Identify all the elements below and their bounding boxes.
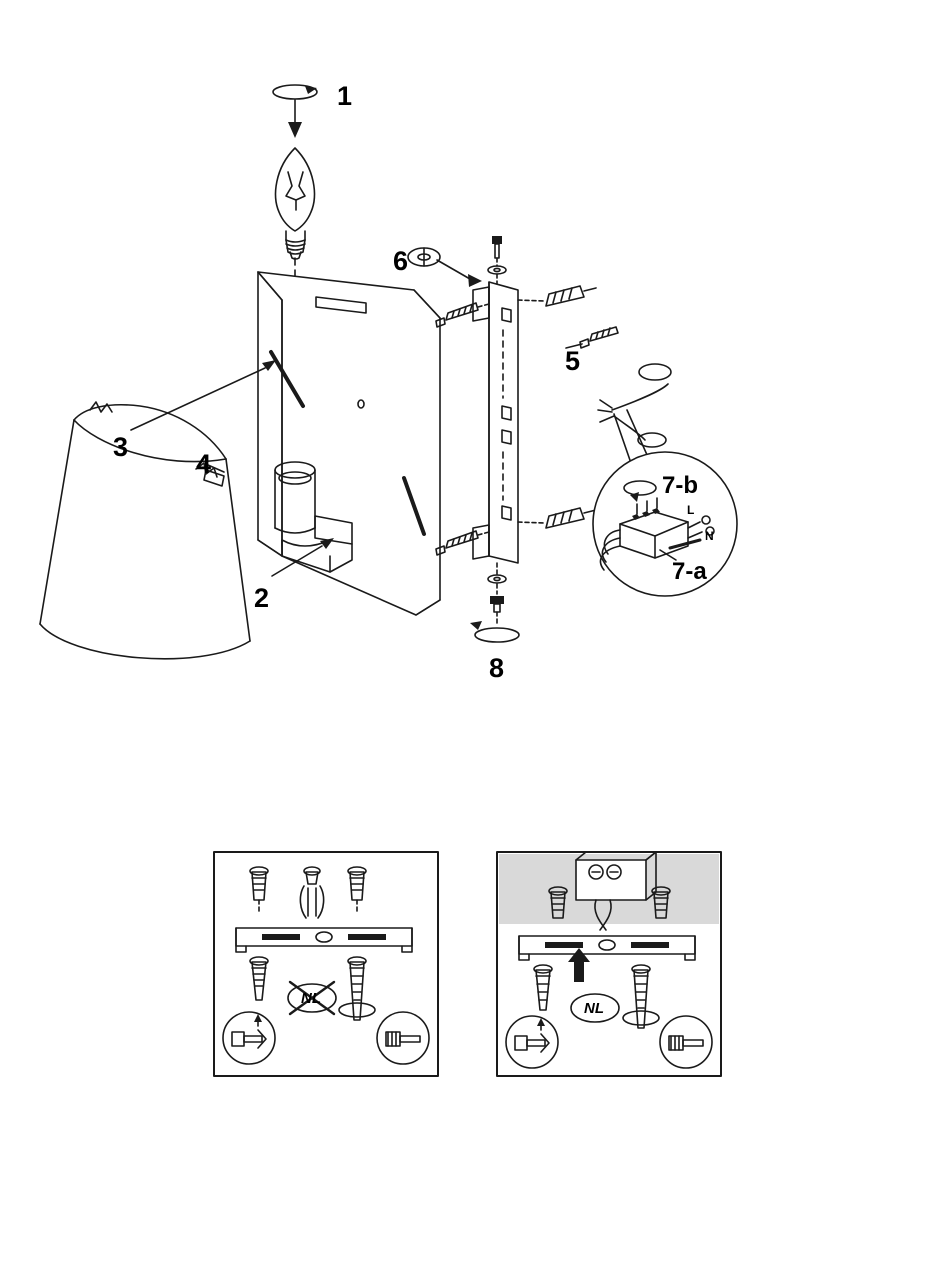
panel-right-nl-label: NL — [584, 1000, 604, 1017]
washer-6-group — [408, 248, 482, 287]
bottom-panel-right — [497, 852, 721, 1076]
callout-4: 4 — [196, 449, 212, 479]
top-screw-group — [488, 236, 506, 284]
callout-2: 2 — [254, 583, 270, 613]
bottom-panel-left — [214, 852, 438, 1076]
backplate-group — [258, 272, 440, 615]
panel-left-nl-label: NL — [301, 990, 321, 1007]
nut-8-group — [470, 563, 519, 642]
bracket-screws-group — [436, 303, 489, 555]
mounting-bracket-group — [473, 282, 518, 563]
callout-6: 6 — [393, 246, 409, 276]
callout-8: 8 — [489, 653, 505, 683]
callout-7-b: 7-b — [662, 472, 698, 499]
callout-3: 3 — [113, 432, 129, 462]
terminal-label-L: L — [687, 503, 695, 517]
lamp-shade-group — [40, 402, 250, 659]
terminal-label-N: N — [705, 529, 714, 543]
leader-3 — [131, 368, 265, 430]
callout-5: 5 — [565, 346, 581, 376]
callout-1: 1 — [337, 81, 353, 111]
callout-7-a: 7-a — [672, 558, 707, 585]
